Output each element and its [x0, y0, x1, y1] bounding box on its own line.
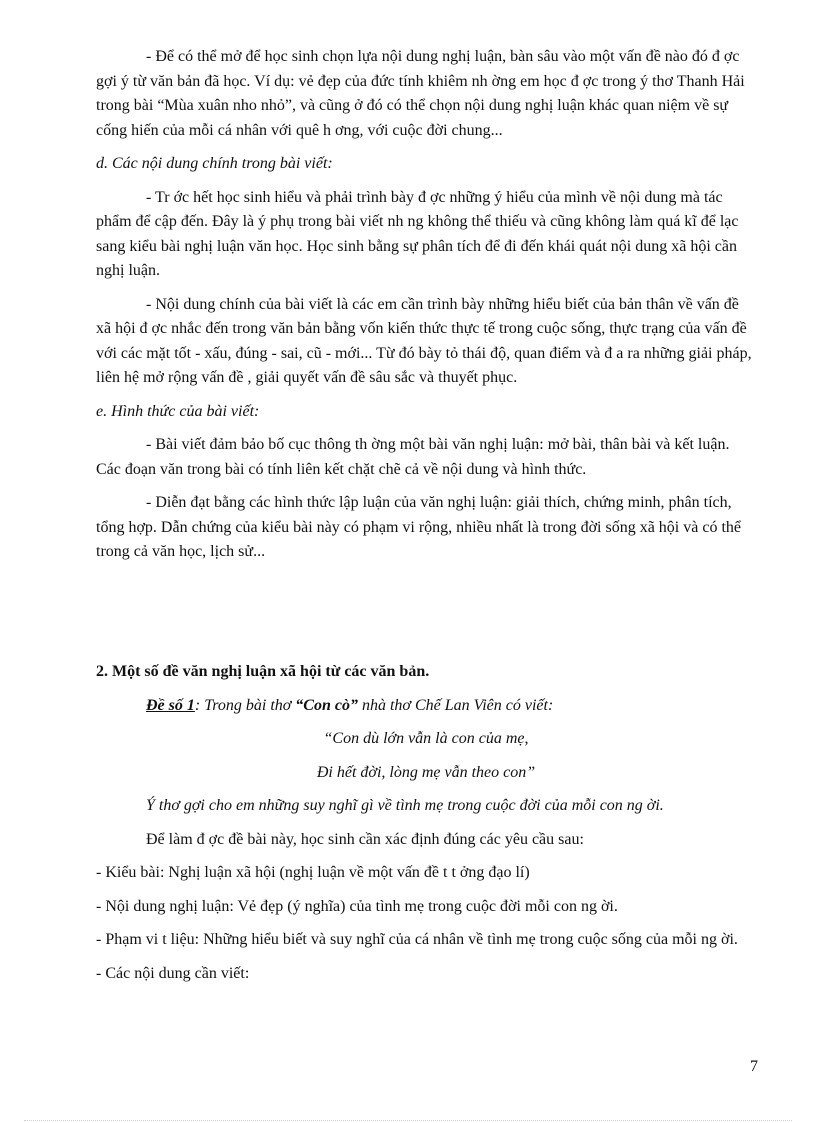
page-number: 7	[750, 1058, 758, 1075]
paragraph-3: - Nội dung chính của bài viết là các em cần trình bày những hiểu biết của bản thân về vấn đề xã hội đ ợc nhắc đến trong văn bản bằng vốn kiến thức thực tế trong cuộc sống, thực trạng của vấn đề với các mặt tốt - xấu, đúng - sai, cũ - mới... Từ đó bày tỏ thái độ, quan điểm và đ a ra những giải pháp, liên hệ mở rộng vấn đề , giải quyết vấn đề sâu sắc và thuyết phục.	[96, 295, 752, 386]
exercise-prompt: Ý thơ gợi cho em những suy nghĩ gì về tình mẹ trong cuộc đời của mỗi con ng ời.	[146, 797, 664, 814]
poem-title: “Con cò”	[295, 696, 358, 714]
exercise-text-2: nhà thơ Chế Lan Viên có viết:	[357, 696, 554, 714]
heading-d: d. Các nội dung chính trong bài viết:	[96, 155, 333, 172]
section-2	[96, 660, 756, 986]
heading-e: e. Hình thức của bài viết:	[96, 402, 260, 420]
exercise-1	[96, 694, 756, 719]
paragraph-2: - Tr ớc hết học sinh hiểu và phải trình bày đ ợc những ý hiểu của mình về nội dung mà tác phẩm để cập đến. Đây là ý phụ trong bài viết nh ng không thể thiếu và cũng không làm quá kĩ để lạc sang kiểu bài nghị luận văn học. Học sinh bằng sự phân tích để đi đến khái quát nội dung xã hội cần nghị luận.	[96, 188, 739, 279]
page-bottom-rule	[24, 1120, 792, 1121]
body-text-top	[96, 45, 756, 565]
requirement-1: - Kiểu bài: Nghị luận xã hội (nghị luận về một vấn đề t t ởng đạo lí)	[96, 864, 530, 881]
paragraph-1: - Để có thể mở để học sinh chọn lựa nội dung nghị luận, bàn sâu vào một vấn đề nào đó đ ợc gợi ý từ văn bản đã học. Ví dụ: vẻ đẹp của đức tính khiêm nh ờng em học đ ợc trong ý thơ Thanh Hải trong bài “Mùa xuân nho nhỏ”, và cũng ở đó có thể chọn nội dung nghị luận khác quan niệm về sự cống hiến của mỗi cá nhân với quê h ơng, với cuộc đời chung...	[96, 48, 745, 139]
exercise-label: Đề số 1	[146, 696, 195, 714]
exercise-intro: Để làm đ ợc đề bài này, học sinh cần xác định đúng các yêu cầu sau:	[146, 830, 584, 848]
quote-line-1: “Con dù lớn vẫn là con của mẹ,	[323, 730, 529, 747]
paragraph-5: - Diễn đạt bằng các hình thức lập luận của văn nghị luận: giải thích, chứng minh, phân tích, tổng hợp. Dẫn chứng của kiểu bài này có phạm vi rộng, nhiều nhất là trong đời sống xã hội và có thể trong cả văn học, lịch sử...	[96, 494, 741, 560]
quote-line-2: Đi hết đời, lòng mẹ vẫn theo con”	[316, 763, 536, 781]
requirement-2: - Nội dung nghị luận: Vẻ đẹp (ý nghĩa) của tình mẹ trong cuộc đời mỗi con ng ời.	[96, 897, 618, 915]
section-number: 2	[96, 663, 104, 680]
section-2-heading: 2. Một số đề văn nghị luận xã hội từ các văn bản.	[96, 663, 430, 680]
requirement-3: - Phạm vi t liệu: Những hiểu biết và suy nghĩ của cá nhân về tình mẹ trong cuộc sống của mỗi ng ời.	[96, 931, 738, 948]
exercise-text-1: : Trong bài thơ	[194, 696, 296, 714]
section-title: Một số đề văn nghị luận xã hội từ các văn bản	[112, 663, 426, 680]
paragraph-4: - Bài viết đảm bảo bố cục thông th ờng một bài văn nghị luận: mở bài, thân bài và kết luận. Các đoạn văn trong bài có tính liên kết chặt chẽ cả về nội dung và hình thức.	[96, 436, 730, 478]
requirement-4: - Các nội dung cần viết:	[96, 964, 250, 982]
